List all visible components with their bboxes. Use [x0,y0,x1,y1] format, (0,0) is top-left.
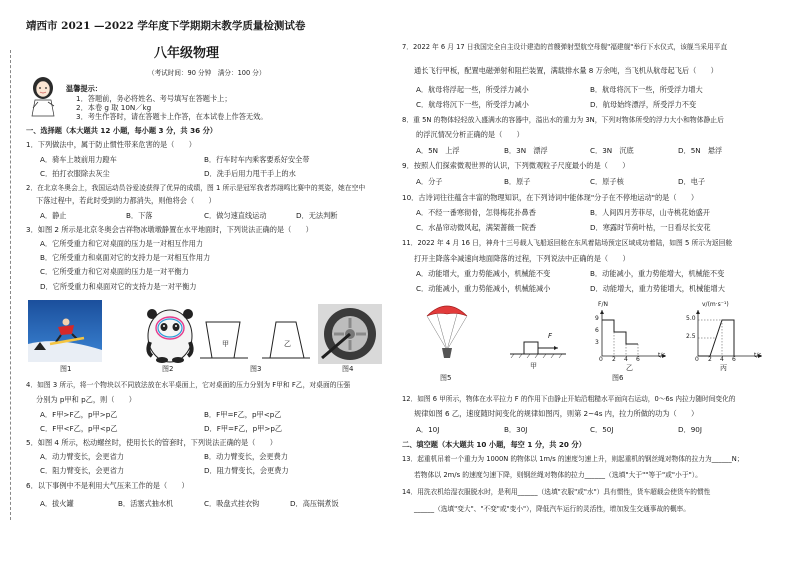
q7-line1: 7．2022 年 6 月 17 日我国完全自主设计建造的首艘弹射型航空母舰"福建舰"举行下水仪式，该舰当采用平直 [402,43,728,51]
q11-option-a: A．动能增大，重力势能减小，机械能不变 [416,269,551,278]
q12-option-b: B．30J [504,425,528,434]
q2-option-a: A．静止 [40,211,67,220]
q3-option-b: B．它所受重力和桌面对它的支持力是一对相互作用力 [40,253,211,262]
fig6-yi-t2: 2 [612,356,616,363]
fig4-wheel-wrench [318,304,382,364]
exam-meta: （考试时间：90 分钟 满分：100 分） [148,69,266,77]
q1-option-d: D．洗手后用力甩干手上的水 [204,169,296,178]
fig6-bing-tick-2-5: 2.5 [686,333,696,340]
right-column [402,0,772,562]
q2-option-b: B．下落 [126,211,153,220]
q3-option-d: D．它所受重力和桌面对它的支持力是一对平衡力 [40,282,197,291]
q3-option-a: A．它所受重力和它对桌面的压力是一对相互作用力 [40,239,204,248]
q9-stem: 9．按照人们探索微观世界的认识，下列微观粒子尺度最小的是（ ） [402,161,630,170]
fig4-caption: 图4 [342,365,354,373]
fig2-caption: 图2 [162,365,174,373]
q10-option-a: A．不经一番寒彻骨，怎得梅花扑鼻香 [416,208,536,217]
q9-option-a: A．分子 [416,177,443,186]
q10-option-b: B．人间四月芳菲尽，山寺桃花始盛开 [590,208,710,217]
q4-option-a: A．F甲>F乙，p甲>p乙 [40,410,118,419]
q1-option-c: C．拍打衣服除去灰尘 [40,169,110,178]
fig2-bing-dwen-dwen [144,302,196,364]
binding-margin-rule [10,50,11,520]
notice-3: 3．考生作答时，请在答题卡上作答，在本试卷上作答无效。 [76,112,268,121]
fig6-bing-y-label: v/(m·s⁻¹) [702,301,729,308]
q2-option-c: C．做匀速直线运动 [204,211,267,220]
q6-option-a: A．拔火罐 [40,499,74,508]
q13-line1: 13．起重机吊着一个重力为 1000N 的物体以 1m/s 的速度匀速上升，则起重机的钢丝绳对物体的拉力为______N； [402,455,744,463]
q1-option-b: B．行车时车内乘客要系好安全带 [204,155,310,164]
q7-option-a: A．航母将浮起一些，所受浮力减小 [416,85,529,94]
fig6-bing-t6: 6 [732,356,736,363]
fig5-caption: 图5 [440,374,452,382]
fig6-yi-x-label: t/s [658,352,666,359]
fig3-label-yi: 乙 [284,340,291,348]
q8-option-d: D．5N 悬浮 [678,146,723,155]
fig6-yi-t0: 0 [599,356,603,363]
fig6-label-bing: 丙 [720,364,727,372]
q12-line1: 12．如图 6 甲所示，物体在水平拉力 F 的作用下由静止开始沿粗糙水平面向右运动，0～6s 内拉力随时间变化的 [402,395,736,403]
q14-line1: 14．用洗衣机给湿衣服脱水时，是利用______（选填"衣服"或"水"）具有惯性，货车超载会使货车的惯性 [402,488,711,496]
exam-title: 靖西市 2021 —2022 学年度下学期期末教学质量检测试卷 [26,20,306,32]
q6-stem: 6．以下事例中不是利用大气压来工作的是（ ） [26,481,189,490]
q12-option-a: A．10J [416,425,440,434]
q3-option-c: C．它所受重力和它对桌面的压力是一对平衡力 [40,267,189,276]
notice-1: 1．答题前，务必将姓名、考号填写在答题卡上； [76,94,232,103]
q2-option-d: D．无法判断 [296,211,338,220]
fig6-caption: 图6 [612,374,624,382]
q1-stem: 1．下列做法中，属于防止惯性带来危害的是（ ） [26,140,196,149]
q12-line2: 规律如图 6 乙，速度随时间变化的规律如图丙，则第 2~4s 内，拉力所做的功为（ ） [414,409,699,418]
q8-option-b: B．3N 漂浮 [504,146,548,155]
fig6-label-yi: 乙 [626,364,633,372]
fig3-caption: 图3 [250,365,262,373]
left-column [26,0,388,562]
fig6-yi-tick-9: 9 [595,315,599,322]
fig6-bing-t4: 4 [720,356,724,363]
girl-illustration-icon [28,76,58,118]
q6-option-b: B．活塞式抽水机 [118,499,174,508]
q8-line1: 8．重 5N 的物体轻轻放入盛满水的容器中，溢出水的重力为 3N，下列对物体所受的浮力大小和物体静止后 [402,116,724,124]
q4-line2: 分别为 p甲和 p乙，则（ ） [36,395,136,404]
q11-line2: 打开主降落伞减速向地面降落的过程，下列说法中正确的是（ ） [414,254,630,263]
fig6-bing-t0: 0 [695,356,699,363]
q3-stem: 3．如图 2 所示是北京冬奥会吉祥物冰墩墩静置在水平地面时，下列说法正确的是（ ） [26,225,313,234]
fig3-label-jia: 甲 [222,340,229,348]
q11-option-d: D．动能增大，重力势能增大，机械能增大 [590,284,725,293]
q11-option-b: B．动能减小，重力势能增大，机械能不变 [590,269,725,278]
fig6-yi-t4: 4 [624,356,628,363]
q5-option-d: D．阻力臂变长，会更费力 [204,466,289,475]
fig1-caption: 图1 [60,365,72,373]
fig6-bing-t2: 2 [708,356,712,363]
fig5-parachute [424,302,470,362]
q8-line2: 的浮沉情况分析正确的是（ ） [416,130,524,139]
fig6-yi-tick-6: 6 [595,327,599,334]
q12-option-c: C．50J [590,425,614,434]
q4-option-b: B．F甲=F乙，p甲<p乙 [204,410,282,419]
notice-title: 温馨提示： [66,84,102,93]
notice-2: 2．本卷 g 取 10N／kg [76,103,152,112]
q10-stem: 10．古诗词往往蕴含丰富的物理知识，在下列诗词中能体现"分子在不停地运动"的是（ ） [402,193,699,202]
q5-option-c: C．阻力臂变长，会更省力 [40,466,125,475]
q10-option-d: D．寒露时节荷叶枯，一日看尽长安花 [590,223,711,232]
section1-heading: 一、选择题（本大题共 12 小题，每小题 3 分，共 36 分） [26,126,217,135]
q9-option-b: B．原子 [504,177,531,186]
fig6-jia-block [510,336,566,358]
q7-option-b: B．航母将沉下一些，所受浮力增大 [590,85,703,94]
q8-option-a: A．5N 上浮 [416,146,460,155]
q14-line2: ______（选填"变大"、"不变"或"变小"），降低汽车运行的灵活性，增加发生交通事故的概率。 [414,505,690,513]
q9-option-d: D．电子 [678,177,706,186]
fig6-force-label: F [548,332,553,340]
section2-heading: 二、填空题（本大题共 10 小题，每空 1 分，共 20 分） [402,440,586,449]
fig6-label-jia: 甲 [530,362,537,370]
q5-option-b: B．动力臂变长，会更费力 [204,452,288,461]
fig6-yi-y-label: F/N [598,301,608,308]
q13-line2: 若物体以 2m/s 的速度匀速下降，则钢丝绳对物体的拉力______（选填"大于""等于"或"小于"）。 [414,471,702,479]
q9-option-c: C．原子核 [590,177,624,186]
q10-option-c: C．水晶帘动微风起，满架蔷薇一院香 [416,223,537,232]
fig6-yi-t6: 6 [636,356,640,363]
q1-option-a: A．骑车上坡前用力蹬车 [40,155,117,164]
fig3-block-diagram [200,316,312,362]
q8-option-c: C．3N 沉底 [590,146,634,155]
q5-stem: 5．如图 4 所示，松动螺丝时，使用长长的管套时，下列说法正确的是（ ） [26,438,277,447]
q12-option-d: D．90J [678,425,702,434]
q2-line1: 2．在北京冬奥会上，我国运动员谷爱凌获得了优异的成绩，图 1 所示是冠军我者苏翊鸣比赛中的英姿，她在空中 [26,184,366,192]
q7-line2: 通长飞行甲板，配置电磁弹射和阻拦装置，满载排水量 8 万余吨，当飞机从航母起飞后（ ） [414,66,718,75]
q7-option-c: C．航母将沉下一些，所受浮力减小 [416,100,529,109]
fig6-yi-tick-3: 3 [595,339,599,346]
exam-subject: 八年级物理 [154,46,220,61]
fig6-bing-x-label: t/s [754,352,762,359]
q4-option-d: D．F甲=F乙，p甲>p乙 [204,424,283,433]
q7-option-d: D．航母始终漂浮，所受浮力不变 [590,100,697,109]
q6-option-d: D．高压锅煮饭 [290,499,339,508]
q11-option-c: C．动能减小，重力势能减小，机械能减小 [416,284,551,293]
q6-option-c: C．吸盘式挂衣钩 [204,499,260,508]
q11-line1: 11．2022 年 4 月 16 日，神舟十三号载人飞船返回舱在东风着陆场预定区域成功着陆，如图 5 所示为返回舱 [402,239,733,247]
q2-line2: 下落过程中，若此时受到的力都消失，则他将会（ ） [36,196,216,205]
q4-line1: 4．如图 3 所示，将一个物块以不同放法放在水平桌面上，它对桌面的压力分别为 F甲和 F乙，对桌面的压强 [26,381,351,389]
fig1-skier-photo [28,300,102,362]
q4-option-c: C．F甲<F乙，p甲<p乙 [40,424,118,433]
fig6-bing-tick-5: 5.0 [686,315,696,322]
q5-option-a: A．动力臂变长，会更省力 [40,452,124,461]
